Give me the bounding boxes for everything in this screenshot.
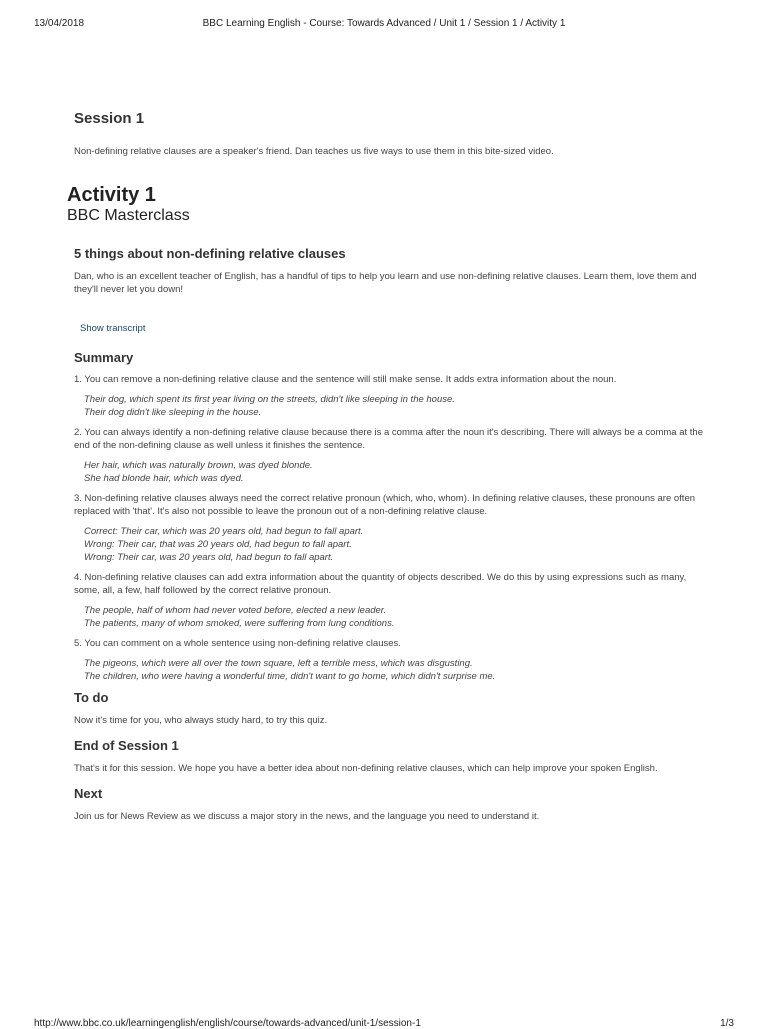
activity-header <box>67 184 714 226</box>
session-intro: Non-defining relative clauses are a speaker's friend. Dan teaches us five ways to use them in this bite-sized video. <box>74 146 554 157</box>
summary-examples <box>84 657 714 683</box>
example-sentence: The pigeons, which were all over the town square, left a terrible mess, which was disgusting. <box>84 658 473 669</box>
page-content <box>67 110 714 834</box>
example-sentence: Correct: Their car, which was 20 years old, had begun to fall apart. <box>84 526 364 537</box>
summary-point-1 <box>74 373 714 419</box>
example-sentence: Their dog, which spent its first year living on the streets, didn't like sleeping in the house. <box>84 394 455 405</box>
summary-point-text: 5. You can comment on a whole sentence using non-defining relative clauses. <box>74 638 401 649</box>
summary-point-4 <box>74 571 714 630</box>
example-sentence: She had blonde hair, which was dyed. <box>84 473 244 484</box>
summary-examples <box>84 604 714 630</box>
next-heading: Next <box>74 786 103 801</box>
print-title: BBC Learning English - Course: Towards Advanced / Unit 1 / Session 1 / Activity 1 <box>202 18 566 29</box>
summary-point-3 <box>74 492 714 564</box>
end-session-text: That's it for this session. We hope you have a better idea about non-defining relative clauses, which can help improve your spoken English. <box>74 763 658 774</box>
todo-heading: To do <box>74 690 109 705</box>
summary-examples <box>84 459 714 485</box>
end-session-heading: End of Session 1 <box>74 738 179 753</box>
example-sentence: Their dog didn't like sleeping in the house. <box>84 407 262 418</box>
activity-heading: 5 things about non-defining relative clauses <box>74 246 346 261</box>
print-date: 13/04/2018 <box>34 18 85 29</box>
summary-point-text: 3. Non-defining relative clauses always need the correct relative pronoun (which, who, whom). In defining relative clauses, these pronouns are often replaced with 'that'. It's also not possible to leave the pronoun out of a non-defining relative clause. <box>74 493 696 517</box>
session-title: Session 1 <box>74 110 145 127</box>
summary-examples <box>84 525 714 564</box>
example-sentence: The people, half of whom had never voted before, elected a new leader. <box>84 605 387 616</box>
summary-point-2 <box>74 426 714 485</box>
summary-point-text: 4. Non-defining relative clauses can add extra information about the quantity of objects described. We do this by using expressions such as many, some, all, a few, half followed by the correct relative pronoun. <box>74 572 687 596</box>
example-sentence: The patients, many of whom smoked, were suffering from lung conditions. <box>84 618 395 629</box>
example-sentence: Her hair, which was naturally brown, was dyed blonde. <box>84 460 313 471</box>
todo-text: Now it's time for you, who always study hard, to try this quiz. <box>74 715 328 726</box>
activity-subtitle: BBC Masterclass <box>67 207 190 224</box>
activity-title: Activity 1 <box>67 184 156 206</box>
example-sentence: Wrong: Their car, was 20 years old, had begun to fall apart. <box>84 552 334 563</box>
activity-description: Dan, who is an excellent teacher of English, has a handful of tips to help you learn and use non-defining relative clauses. Learn them, love them and they'll never let you down! <box>74 271 697 295</box>
summary-examples <box>84 393 714 419</box>
page-number: 1/3 <box>720 1018 734 1029</box>
example-sentence: The children, who were having a wonderful time, didn't want to go home, which didn't surprise me. <box>84 671 496 682</box>
summary-point-text: 2. You can always identify a non-defining relative clause because there is a comma after the noun it's describing. There will always be a comma at the end of the non-defining clause as well unless it finishes the sentence. <box>74 427 703 451</box>
example-sentence: Wrong: Their car, that was 20 years old, had begun to fall apart. <box>84 539 352 550</box>
print-url: http://www.bbc.co.uk/learningenglish/english/course/towards-advanced/unit-1/session-1 <box>34 1018 421 1029</box>
summary-point-text: 1. You can remove a non-defining relative clause and the sentence will still make sense. It adds extra information about the noun. <box>74 374 617 385</box>
show-transcript-link[interactable]: Show transcript <box>80 323 146 334</box>
summary-point-5 <box>74 637 714 683</box>
next-text: Join us for News Review as we discuss a major story in the news, and the language you need to understand it. <box>74 811 540 822</box>
summary-heading: Summary <box>74 350 134 365</box>
